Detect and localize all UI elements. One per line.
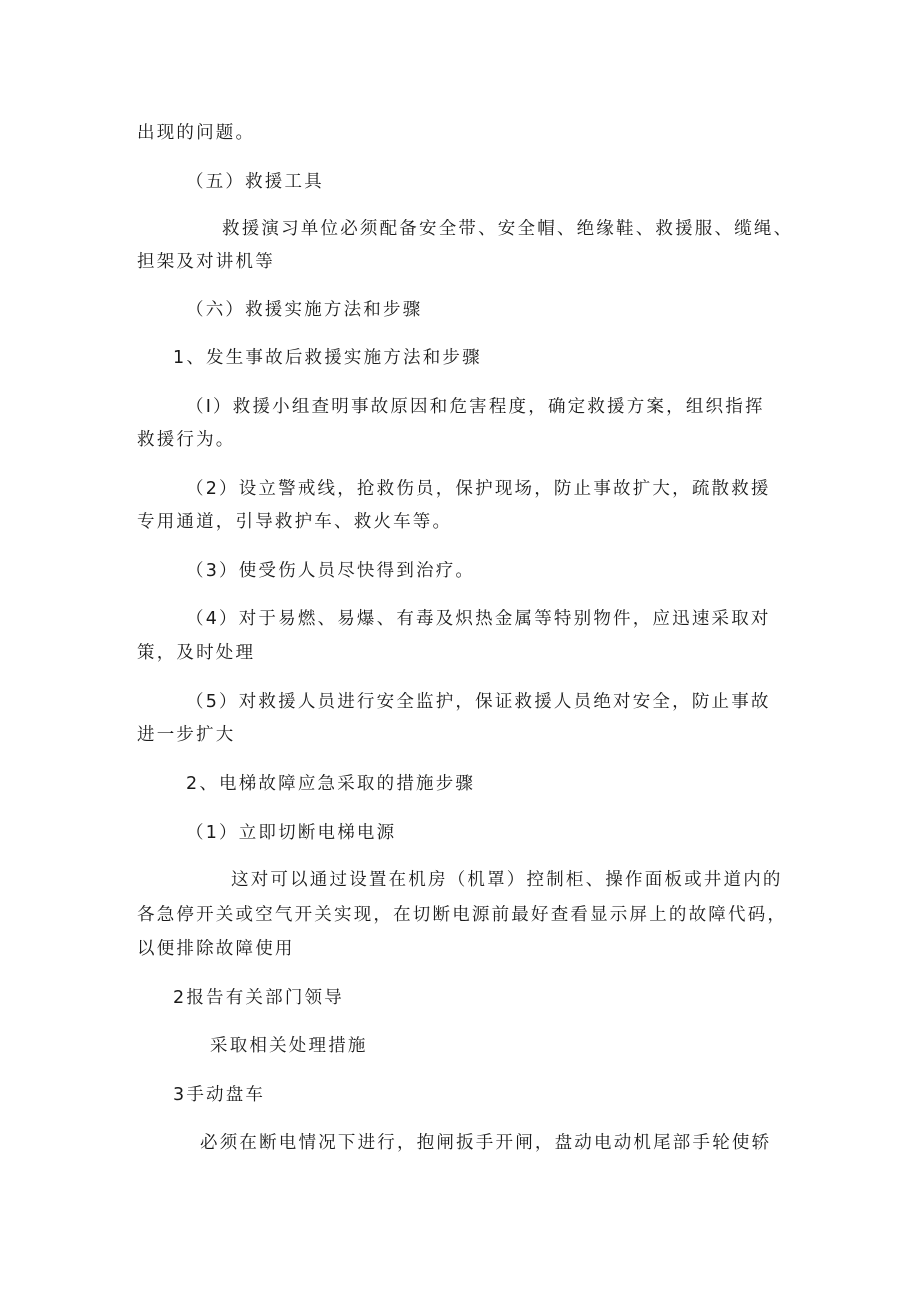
text-line: 以便排除故障使用 <box>137 939 295 959</box>
text-line: 进一步扩大 <box>137 725 236 745</box>
text-line: 出现的问题。 <box>137 123 256 143</box>
list-item: （I）救援小组查明事故原因和危害程度，确定救援方案，组织指挥 <box>186 397 765 417</box>
section-heading: （五）救援工具 <box>186 172 324 192</box>
subsection-heading: 2、电梯故障应急采取的措施步骤 <box>186 774 476 794</box>
text-line: 各急停开关或空气开关实现，在切断电源前最好查看显示屏上的故障代码， <box>137 905 788 925</box>
text-line: 这对可以通过设置在机房（机罩）控制柜、操作面板或井道内的 <box>231 870 783 890</box>
text-line: 必须在断电情况下进行，抱闸扳手开闸，盘动电动机尾部手轮使轿 <box>200 1133 772 1153</box>
list-item: （5）对救援人员进行安全监护，保证救援人员绝对安全，防止事故 <box>186 692 771 712</box>
list-item: （4）对于易燃、易爆、有毒及炽热金属等特别物件，应迅速采取对 <box>186 609 771 629</box>
list-item: （2）设立警戒线，抢救伤员，保护现场，防止事故扩大，疏散救援 <box>186 479 771 499</box>
step-heading: 2报告有关部门领导 <box>173 988 344 1008</box>
list-item: （3）使受伤人员尽快得到治疗。 <box>186 561 476 581</box>
text-line: 担架及对讲机等 <box>137 252 275 272</box>
text-line: 采取相关处理措施 <box>210 1036 368 1056</box>
text-line: 策，及时处理 <box>137 643 256 663</box>
text-line: 救援行为。 <box>137 430 236 450</box>
text-line: 救援演习单位必须配备安全带、安全帽、绝缘鞋、救援服、缆绳、 <box>222 219 794 239</box>
section-heading: （六）救援实施方法和步骤 <box>186 300 423 320</box>
subsection-heading: 1、发生事故后救援实施方法和步骤 <box>173 348 482 368</box>
text-line: 专用通道，引导救护车、救火车等。 <box>137 512 453 532</box>
list-item: （1）立即切断电梯电源 <box>186 823 397 843</box>
step-heading: 3手动盘车 <box>173 1085 266 1105</box>
